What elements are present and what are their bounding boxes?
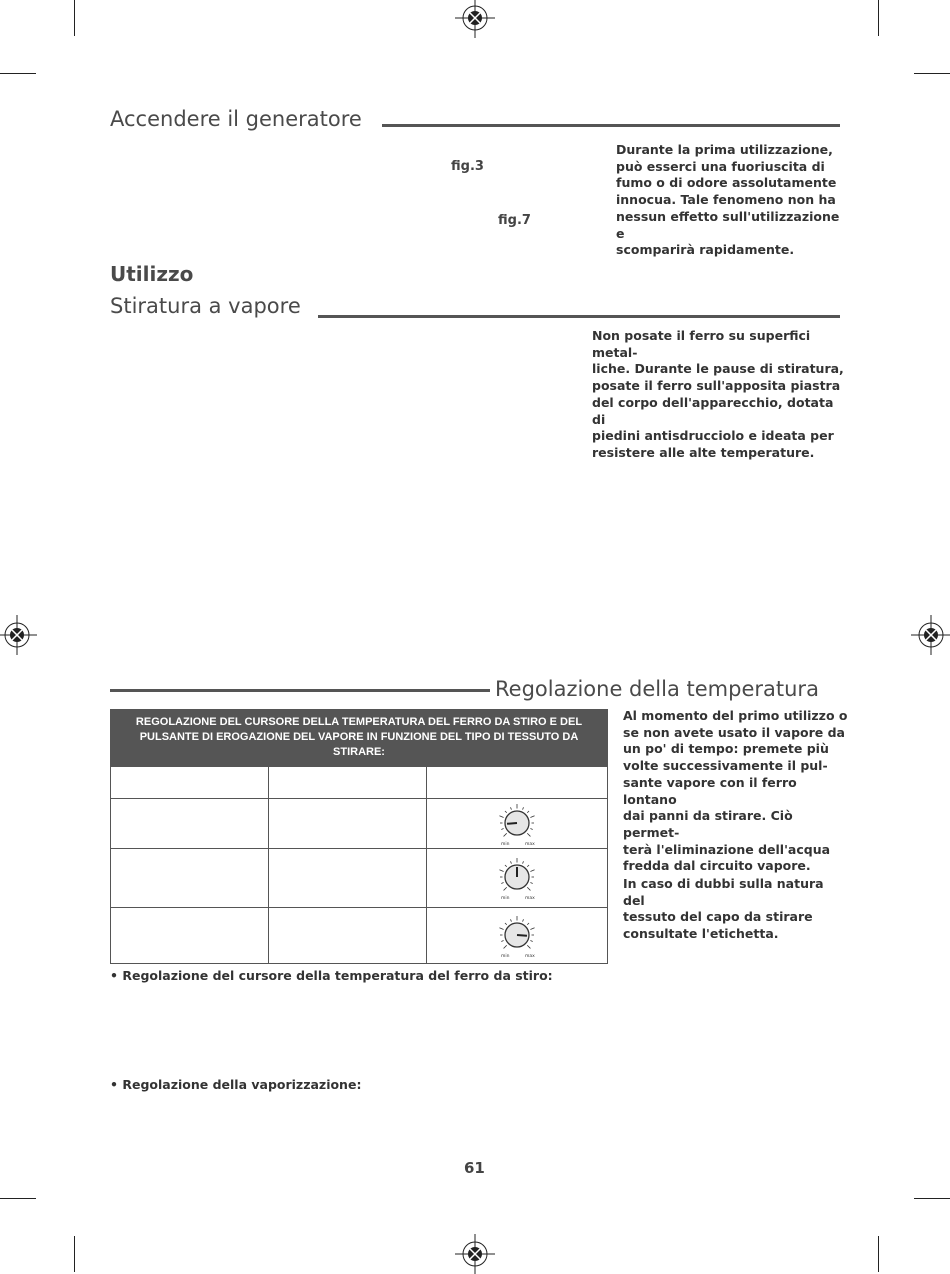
dial-tick bbox=[523, 919, 524, 921]
bullet-vapor bbox=[110, 1077, 361, 1092]
bullet-dot-icon: • bbox=[110, 1077, 123, 1092]
dial-tick bbox=[504, 945, 507, 948]
note-line: fumo o di odore assolutamente bbox=[616, 175, 837, 191]
note-first-use bbox=[616, 142, 846, 259]
table-cell bbox=[111, 767, 269, 799]
table-cell bbox=[111, 849, 269, 908]
crop-mark bbox=[0, 73, 36, 74]
dial-tick bbox=[527, 887, 530, 890]
dial-tick bbox=[510, 861, 511, 863]
section-rule bbox=[318, 315, 840, 318]
dial-tick bbox=[504, 833, 507, 836]
section-rule bbox=[382, 124, 840, 127]
table-row bbox=[111, 908, 608, 964]
registration-mark-icon bbox=[911, 615, 950, 655]
registration-mark-icon bbox=[455, 0, 495, 38]
bullet-dot-icon: • bbox=[110, 968, 123, 983]
note-line: In caso di dubbi sulla natura del bbox=[623, 876, 824, 908]
bullet-text: Regolazione del cursore della temperatura del ferro da stiro: bbox=[122, 968, 553, 983]
note-line: tessuto del capo da stirare bbox=[623, 909, 813, 925]
crop-mark bbox=[878, 1236, 879, 1272]
note-metal-surfaces bbox=[592, 328, 847, 462]
dial-tick bbox=[530, 828, 532, 829]
note-line: Non posate il ferro su superfici metal- bbox=[592, 328, 811, 360]
note-line: liche. Durante le pause di stiratura, bbox=[592, 361, 844, 377]
registration-mark-icon bbox=[455, 1234, 495, 1274]
dial-tick bbox=[530, 870, 534, 872]
dial-tick bbox=[523, 807, 524, 809]
table-cell bbox=[427, 799, 608, 849]
crop-mark bbox=[878, 0, 879, 36]
dial-tick bbox=[530, 927, 534, 929]
section-title-stiratura: Stiratura a vapore bbox=[110, 294, 301, 318]
dial-tick bbox=[510, 919, 511, 921]
figure-ref-fig7: fig.7 bbox=[498, 213, 531, 228]
dial-max-label: max bbox=[525, 841, 535, 847]
note-line: consultate l'etichetta. bbox=[623, 926, 779, 942]
table-cell bbox=[427, 767, 608, 799]
dial-tick bbox=[501, 828, 503, 829]
note-fabric-label bbox=[623, 876, 848, 943]
page-number: 61 bbox=[464, 1159, 485, 1177]
dial-tick bbox=[527, 922, 529, 924]
note-line: se non avete usato il vapore da bbox=[623, 724, 845, 740]
note-line: innocua. Tale fenomeno non ha bbox=[616, 192, 836, 208]
crop-mark bbox=[0, 1198, 36, 1199]
dial-tick bbox=[530, 815, 534, 817]
note-line: posate il ferro sull'apposita piastra bbox=[592, 378, 841, 394]
note-line: Durante la prima utilizzazione, bbox=[616, 142, 833, 157]
dial-min-label: min bbox=[501, 896, 510, 901]
crop-mark bbox=[914, 1198, 950, 1199]
note-line: Al momento del primo utilizzo o bbox=[623, 708, 848, 723]
note-line: sante vapore con il ferro lontano bbox=[623, 774, 797, 807]
note-line: resistere alle alte temperature. bbox=[592, 444, 815, 460]
note-line: volte successivamente il pul- bbox=[623, 758, 828, 774]
section-title-utilizzo: Utilizzo bbox=[110, 262, 194, 286]
table-cell bbox=[427, 908, 608, 964]
dial-tick bbox=[501, 940, 503, 941]
table-row bbox=[111, 849, 608, 908]
table-row bbox=[111, 767, 608, 799]
note-line: nessun effetto sull'utilizzazione e bbox=[616, 208, 840, 241]
dial-tick bbox=[527, 945, 530, 948]
note-line: terà l'eliminazione dell'acqua bbox=[623, 841, 831, 857]
section-title-regolazione: Regolazione della temperatura bbox=[495, 677, 819, 701]
dial-min-label: min bbox=[501, 841, 510, 847]
dial-tick bbox=[510, 807, 511, 809]
section-title-accendere: Accendere il generatore bbox=[110, 107, 362, 131]
note-line: un po' di tempo: premete più bbox=[623, 741, 829, 757]
note-line: può esserci una fuoriuscita di bbox=[616, 158, 825, 174]
dial-tick bbox=[501, 883, 503, 884]
table-cell bbox=[427, 849, 608, 908]
note-line: fredda dal circuito vapore. bbox=[623, 858, 811, 874]
temperature-settings-table bbox=[110, 709, 608, 964]
table-header: REGOLAZIONE DEL CURSORE DELLA TEMPERATURA DEL FERRO DA STIRO E DEL PULSANTE DI EROGAZIONE DEL VAPORE IN FUNZIONE DEL TIPO DI TESSUTO DA STIRARE: bbox=[111, 710, 608, 767]
note-line: dai panni da stirare. Ciò permet- bbox=[623, 808, 793, 840]
table-cell bbox=[111, 908, 269, 964]
table-cell bbox=[269, 908, 427, 964]
registration-mark-icon bbox=[0, 615, 37, 655]
note-line: del corpo dell'apparecchio, dotata di bbox=[592, 394, 834, 427]
bullet-temp-cursor bbox=[110, 968, 553, 983]
temperature-dial-icon bbox=[492, 855, 542, 901]
note-steam-first-use bbox=[623, 708, 848, 875]
dial-tick bbox=[527, 833, 530, 836]
dial-tick bbox=[499, 870, 503, 872]
dial-tick bbox=[499, 927, 503, 929]
table-cell bbox=[111, 799, 269, 849]
temperature-dial-icon bbox=[492, 801, 542, 847]
table-cell bbox=[269, 799, 427, 849]
dial-tick bbox=[504, 887, 507, 890]
crop-mark bbox=[914, 73, 950, 74]
table-row bbox=[111, 799, 608, 849]
dial-tick bbox=[505, 810, 507, 812]
dial-tick bbox=[530, 940, 532, 941]
dial-tick bbox=[530, 883, 532, 884]
note-line: scomparirà rapidamente. bbox=[616, 242, 795, 258]
dial-min-label: min bbox=[501, 953, 510, 959]
figure-ref-fig3: fig.3 bbox=[451, 159, 484, 174]
crop-mark bbox=[74, 1236, 75, 1272]
note-line: piedini antisdrucciolo e ideata per bbox=[592, 428, 834, 444]
crop-mark bbox=[74, 0, 75, 36]
temperature-dial-icon bbox=[492, 913, 542, 959]
dial-tick bbox=[523, 861, 524, 863]
table-cell bbox=[269, 767, 427, 799]
section-rule bbox=[110, 689, 490, 692]
dial-tick bbox=[499, 815, 503, 817]
dial-max-label: max bbox=[525, 896, 535, 901]
dial-tick bbox=[527, 865, 529, 867]
dial-tick bbox=[505, 865, 507, 867]
dial-tick bbox=[505, 922, 507, 924]
table-cell bbox=[269, 849, 427, 908]
bullet-text: Regolazione della vaporizzazione: bbox=[122, 1077, 362, 1092]
dial-tick bbox=[527, 810, 529, 812]
dial-max-label: max bbox=[525, 953, 535, 959]
